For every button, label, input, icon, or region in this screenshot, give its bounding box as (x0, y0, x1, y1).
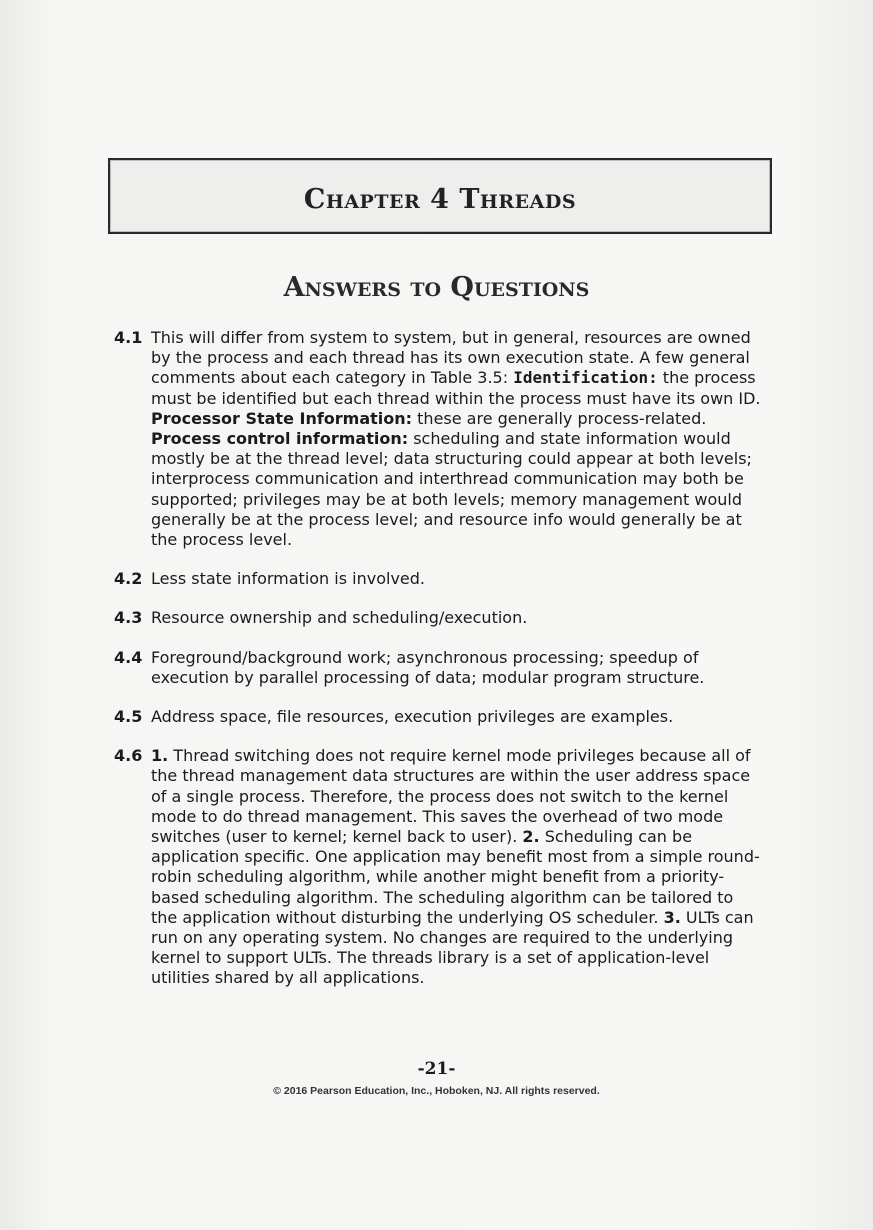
answer-text (151, 328, 764, 550)
answer-text-bold: 2. (522, 827, 540, 847)
answer-number: 4.5 (114, 707, 143, 727)
answer-text (151, 707, 764, 727)
answer-number: 4.3 (114, 608, 143, 628)
answer-number: 4.6 (114, 746, 143, 766)
answer-item (114, 328, 764, 550)
answer-text-run: Address space, file resources, execution privileges are examples. (151, 707, 674, 727)
section-title: Answers to Questions (283, 272, 590, 303)
answer-text-bold: 3. (663, 907, 681, 927)
answer-text-bold: 1. (151, 746, 169, 766)
answer-text-run: scheduling and state information would mostly be at the thread level; data structuring could appear at both levels; interprocess communication and interthread communication may both be supported; privileges may be at both levels; memory management would generally be at the process level; and resource info would generally be at the process level. (151, 429, 752, 550)
answer-item (114, 608, 764, 628)
answer-text-bold: Processor State Information: (151, 408, 413, 428)
answers-list (114, 328, 764, 1008)
answer-text-run: Less state information is involved. (151, 569, 425, 589)
answer-item (114, 707, 764, 727)
chapter-title: Chapter 4 Threads (303, 183, 577, 215)
answer-number: 4.1 (114, 328, 143, 347)
answer-text-run: Thread switching does not require kernel mode privileges because all of the thread management data structures are within the user address space of a single process. Therefore, the process does not switch to the kernel mode to do thread management. This saves the overhead of two mode switches (user to kernel; kernel back to user). (151, 746, 751, 847)
answer-text-run: the process must be identified but each thread within the process must have its own ID. (151, 368, 761, 408)
answer-text-run: these are generally process-related. (412, 408, 707, 428)
answer-item (114, 569, 764, 589)
answer-text (151, 569, 764, 589)
answer-item (114, 746, 764, 988)
answer-text (151, 648, 764, 688)
chapter-header-box (108, 158, 772, 234)
answer-text-run: ULTs can run on any operating system. No changes are required to the underlying kernel to support ULTs. The threads library is a set of application-level utilities shared by all applications. (151, 907, 754, 988)
answer-text (151, 608, 764, 628)
answer-text (151, 746, 764, 988)
answer-text-run: Scheduling can be application specific. One application may benefit most from a simple round-robin scheduling algorithm, while another might benefit from a priority-based scheduling algorithm. The scheduling algorithm can be tailored to the application without disturbing the underlying OS scheduler. (151, 827, 760, 927)
answer-item (114, 648, 764, 688)
answer-text-run: This will differ from system to system, but in general, resources are owned by the process and each thread has its own execution state. A few general comments about each category in Table 3.5: (151, 328, 751, 388)
answer-number: 4.4 (114, 647, 143, 667)
answer-text-bold: Process control information: (151, 429, 409, 449)
answer-text-run: Foreground/background work; asynchronous processing; speedup of execution by parallel processing of data; modular program structure. (151, 647, 705, 687)
answer-text-run: Resource ownership and scheduling/execution. (151, 608, 528, 628)
answer-text-bold: Identification: (513, 368, 658, 388)
page-number: -21- (417, 1059, 456, 1079)
copyright-notice: © 2016 Pearson Education, Inc., Hoboken, NJ. All rights reserved. (273, 1085, 600, 1097)
answer-number: 4.2 (114, 569, 143, 589)
